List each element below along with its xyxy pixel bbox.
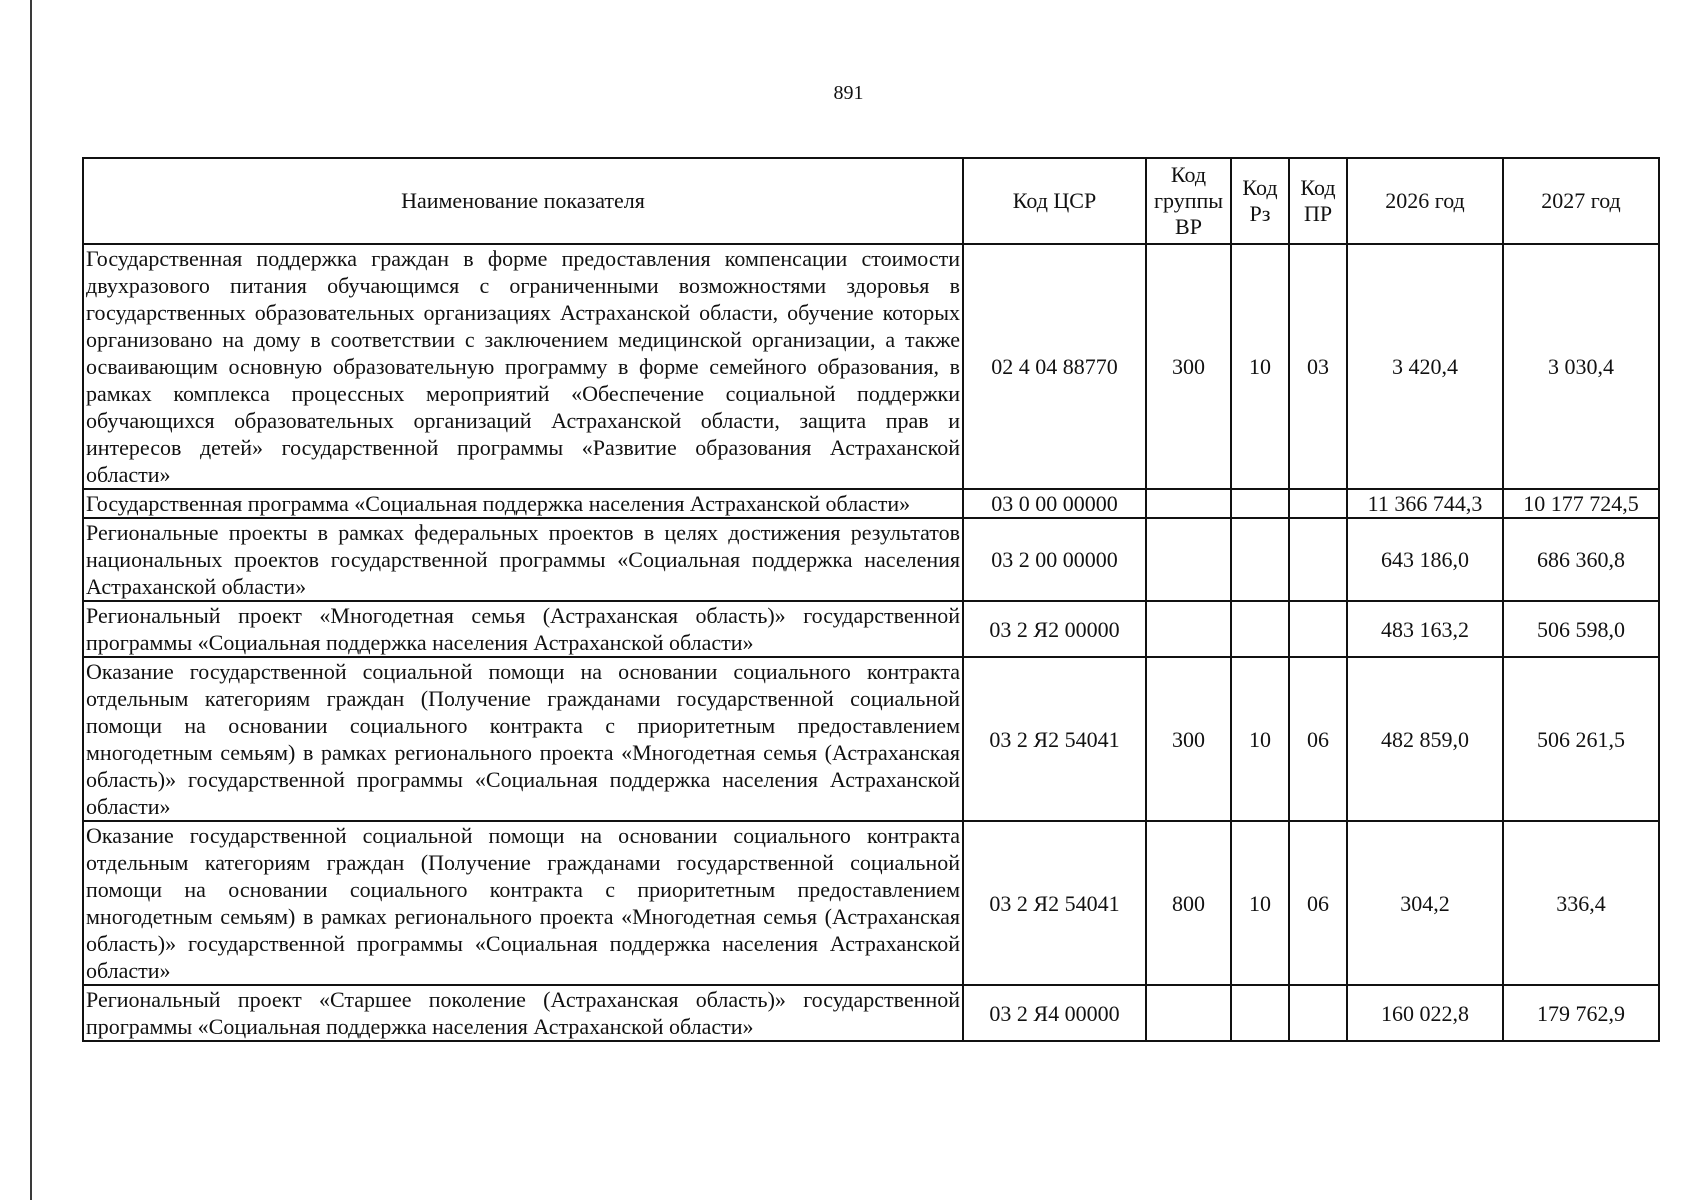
cell-vr <box>1146 518 1231 601</box>
cell-csr: 03 2 Я2 00000 <box>963 601 1146 657</box>
cell-name: Оказание государственной социальной помощи на основании социального контракта отдельным категориям граждан (Получение гражданами государственной социальной помощи на основании социального контракта с приоритетным предоставлением многодетным семьям) в рамках регионального проекта «Многодетная семья (Астраханская область)» государственной программы «Социальная поддержка населения Астраханской области» <box>83 657 963 821</box>
header-2026: 2026 год <box>1347 158 1503 244</box>
cell-vr: 300 <box>1146 244 1231 489</box>
cell-pr <box>1289 601 1347 657</box>
cell-rz <box>1231 489 1289 518</box>
cell-2026: 304,2 <box>1347 821 1503 985</box>
cell-rz <box>1231 518 1289 601</box>
cell-vr: 300 <box>1146 657 1231 821</box>
cell-vr <box>1146 985 1231 1041</box>
cell-rz <box>1231 601 1289 657</box>
cell-2027: 3 030,4 <box>1503 244 1659 489</box>
table-row <box>83 601 1659 657</box>
cell-pr <box>1289 985 1347 1041</box>
cell-name: Государственная поддержка граждан в форме предоставления компенсации стоимости двухразового питания обучающимся с ограниченными возможностями здоровья в государственных образовательных организациях Астраханской области, обучение которых организовано на дому в соответствии с заключением медицинской организации, а также осваивающим основную образовательную программу в форме семейного образования, в рамках комплекса процессных мероприятий «Обеспечение социальной поддержки обучающихся образовательных организаций Астраханской области, защита прав и интересов детей» государственной программы «Развитие образования Астраханской области» <box>83 244 963 489</box>
cell-name: Региональные проекты в рамках федеральных проектов в целях достижения результатов национальных проектов государственной программы «Социальная поддержка населения Астраханской области» <box>83 518 963 601</box>
cell-2027: 179 762,9 <box>1503 985 1659 1041</box>
cell-name: Оказание государственной социальной помощи на основании социального контракта отдельным категориям граждан (Получение гражданами государственной социальной помощи на основании социального контракта с приоритетным предоставлением многодетным семьям) в рамках регионального проекта «Многодетная семья (Астраханская область)» государственной программы «Социальная поддержка населения Астраханской области» <box>83 821 963 985</box>
page-number: 891 <box>833 82 864 104</box>
header-vr: Код группы ВР <box>1146 158 1231 244</box>
header-row <box>83 158 1659 244</box>
cell-rz <box>1231 985 1289 1041</box>
cell-2026: 160 022,8 <box>1347 985 1503 1041</box>
scan-edge-line <box>30 0 32 1200</box>
cell-vr <box>1146 489 1231 518</box>
table-row <box>83 821 1659 985</box>
cell-rz: 10 <box>1231 657 1289 821</box>
cell-2027: 506 598,0 <box>1503 601 1659 657</box>
cell-vr: 800 <box>1146 821 1231 985</box>
cell-csr: 03 2 Я4 00000 <box>963 985 1146 1041</box>
budget-table <box>82 157 1660 1042</box>
cell-rz: 10 <box>1231 244 1289 489</box>
cell-name: Региональный проект «Многодетная семья (Астраханская область)» государственной программы «Социальная поддержка населения Астраханской области» <box>83 601 963 657</box>
cell-csr: 03 0 00 00000 <box>963 489 1146 518</box>
cell-name: Государственная программа «Социальная поддержка населения Астраханской области» <box>83 489 963 518</box>
table-row <box>83 657 1659 821</box>
cell-csr: 03 2 Я2 54041 <box>963 821 1146 985</box>
cell-pr: 03 <box>1289 244 1347 489</box>
cell-2026: 643 186,0 <box>1347 518 1503 601</box>
cell-2027: 336,4 <box>1503 821 1659 985</box>
table-row <box>83 518 1659 601</box>
cell-pr <box>1289 489 1347 518</box>
cell-csr: 03 2 00 00000 <box>963 518 1146 601</box>
cell-vr <box>1146 601 1231 657</box>
cell-2026: 482 859,0 <box>1347 657 1503 821</box>
cell-csr: 03 2 Я2 54041 <box>963 657 1146 821</box>
header-name: Наименование показателя <box>83 158 963 244</box>
header-2027: 2027 год <box>1503 158 1659 244</box>
cell-2026: 3 420,4 <box>1347 244 1503 489</box>
cell-2026: 11 366 744,3 <box>1347 489 1503 518</box>
table-row <box>83 489 1659 518</box>
cell-2027: 10 177 724,5 <box>1503 489 1659 518</box>
cell-2027: 506 261,5 <box>1503 657 1659 821</box>
cell-2026: 483 163,2 <box>1347 601 1503 657</box>
cell-rz: 10 <box>1231 821 1289 985</box>
cell-pr: 06 <box>1289 821 1347 985</box>
cell-csr: 02 4 04 88770 <box>963 244 1146 489</box>
header-csr: Код ЦСР <box>963 158 1146 244</box>
table-row <box>83 244 1659 489</box>
header-pr: Код ПР <box>1289 158 1347 244</box>
cell-2027: 686 360,8 <box>1503 518 1659 601</box>
cell-name: Региональный проект «Старшее поколение (Астраханская область)» государственной программы «Социальная поддержка населения Астраханской области» <box>83 985 963 1041</box>
cell-pr: 06 <box>1289 657 1347 821</box>
table-row <box>83 985 1659 1041</box>
cell-pr <box>1289 518 1347 601</box>
header-rz: Код Рз <box>1231 158 1289 244</box>
